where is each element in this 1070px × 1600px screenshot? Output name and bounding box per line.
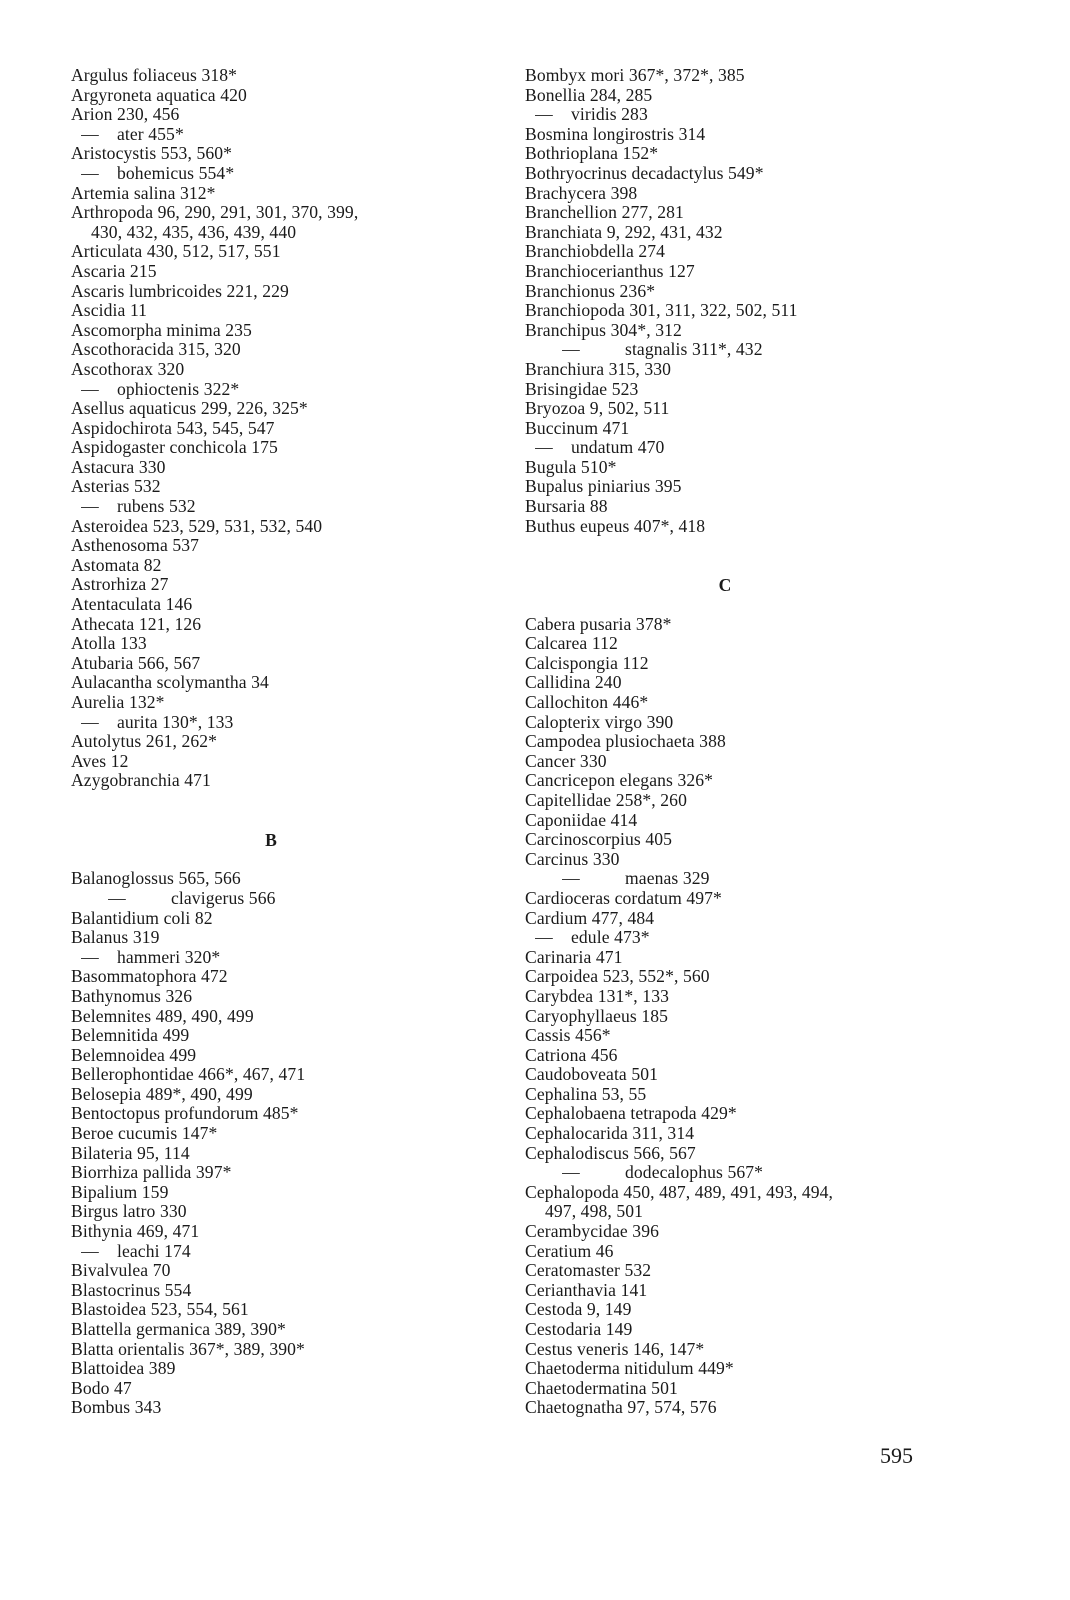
- index-entry: Asthenosoma 537: [71, 535, 200, 556]
- index-entry: Argyroneta aquatica 420: [71, 84, 247, 105]
- index-entry: Calcispongia 112: [525, 652, 649, 673]
- section-letter-heading: C: [718, 574, 732, 595]
- index-subentry: [525, 869, 935, 889]
- index-subentry: [71, 497, 501, 517]
- index-entry: Biorrhiza pallida 397*: [71, 1162, 232, 1183]
- index-entry: Caudoboveata 501: [525, 1064, 659, 1085]
- index-entry: Basommatophora 472: [71, 966, 228, 987]
- repeat-dash: —: [535, 927, 553, 948]
- repeat-dash: —: [81, 1240, 99, 1261]
- index-entry: Belemnoidea 499: [71, 1044, 197, 1065]
- index-entry: Cestus veneris 146, 147*: [525, 1338, 705, 1359]
- index-subentry-text: bohemicus 554*: [117, 162, 235, 183]
- index-subentry: [525, 105, 935, 125]
- index-entry-continuation: 430, 432, 435, 436, 439, 440: [91, 221, 297, 242]
- repeat-dash: —: [535, 437, 553, 458]
- index-entry: Bombyx mori 367*, 372*, 385: [525, 65, 745, 85]
- index-entry: Balantidium coli 82: [71, 907, 213, 928]
- index-entry: Callochiton 446*: [525, 692, 649, 713]
- index-entry: Cestodaria 149: [525, 1319, 633, 1340]
- index-column-left: [71, 66, 501, 1418]
- index-entry: Cardioceras cordatum 497*: [525, 887, 722, 908]
- index-entry: Carybdea 131*, 133: [525, 985, 669, 1006]
- repeat-dash: —: [562, 868, 580, 889]
- index-entry: Arthropoda 96, 290, 291, 301, 370, 399,: [71, 202, 359, 223]
- index-entry: Belemnitida 499: [71, 1025, 190, 1046]
- index-entry: Calopterix virgo 390: [525, 711, 674, 732]
- index-entry: Carcinoscorpius 405: [525, 829, 673, 850]
- index-subentry-text: aurita 130*, 133: [117, 711, 234, 732]
- index-subentry-text: ophioctenis 322*: [117, 378, 240, 399]
- index-entry: Bothrioplana 152*: [525, 143, 659, 164]
- page-number: 595: [880, 1443, 913, 1468]
- index-entry: Blattoidea 389: [71, 1358, 176, 1379]
- index-entry: Buccinum 471: [525, 417, 630, 438]
- index-entry: Cephalobaena tetrapoda 429*: [525, 1103, 737, 1124]
- index-subentry: [71, 713, 501, 733]
- index-subentry-text: clavigerus 566: [171, 887, 276, 908]
- index-column-right: [525, 66, 935, 1418]
- index-entry: Buthus eupeus 407*, 418: [525, 515, 706, 536]
- index-entry: Ascomorpha minima 235: [71, 319, 252, 340]
- index-entry: Bellerophontidae 466*, 467, 471: [71, 1064, 306, 1085]
- index-entry: Aves 12: [71, 750, 129, 771]
- index-subentry-text: hammeri 320*: [117, 946, 221, 967]
- index-entry: Bugula 510*: [525, 456, 617, 477]
- index-subentry-text: undatum 470: [571, 437, 665, 458]
- index-entry: Branchiura 315, 330: [525, 358, 672, 379]
- index-entry: Blattella germanica 389, 390*: [71, 1319, 286, 1340]
- index-entry: Autolytus 261, 262*: [71, 731, 218, 752]
- index-subentry-text: maenas 329: [625, 868, 710, 889]
- index-entry: Capitellidae 258*, 260: [525, 789, 687, 810]
- index-entry: Bipalium 159: [71, 1181, 169, 1202]
- repeat-dash: —: [535, 104, 553, 125]
- index-entry: Ascothoracida 315, 320: [71, 339, 241, 360]
- index-entry: Branchiocerianthus 127: [525, 260, 695, 281]
- repeat-dash: —: [108, 887, 126, 908]
- index-entry: Articulata 430, 512, 517, 551: [71, 241, 281, 262]
- index-entry-continuation: 497, 498, 501: [545, 1201, 644, 1222]
- index-entry: Cephalodiscus 566, 567: [525, 1142, 696, 1163]
- index-entry: Asterias 532: [71, 476, 161, 497]
- index-entry: Carpoidea 523, 552*, 560: [525, 966, 710, 987]
- index-subentry-text: rubens 532: [117, 496, 196, 517]
- index-entry: Bathynomus 326: [71, 985, 193, 1006]
- index-entry: Atolla 133: [71, 633, 147, 654]
- index-subentry: [525, 438, 935, 458]
- index-entry: Chaetoderma nitidulum 449*: [525, 1358, 734, 1379]
- index-subentry-text: stagnalis 311*, 432: [625, 339, 763, 360]
- repeat-dash: —: [81, 496, 99, 517]
- index-entry: Ceratomaster 532: [525, 1260, 652, 1281]
- index-entry: Blastoidea 523, 554, 561: [71, 1299, 249, 1320]
- index-entry: Belemnites 489, 490, 499: [71, 1005, 254, 1026]
- index-entry: Bithynia 469, 471: [71, 1221, 200, 1242]
- repeat-dash: —: [562, 1162, 580, 1183]
- index-entry: Athecata 121, 126: [71, 613, 202, 634]
- index-entry: Cardium 477, 484: [525, 907, 655, 928]
- index-entry: Callidina 240: [525, 672, 622, 693]
- index-subentry: [525, 928, 935, 948]
- index-entry: Caryophyllaeus 185: [525, 1005, 669, 1026]
- index-entry: Aulacantha scolymantha 34: [71, 672, 269, 693]
- repeat-dash: —: [81, 378, 99, 399]
- index-entry: Arion 230, 456: [71, 104, 180, 125]
- index-entry: Chaetognatha 97, 574, 576: [525, 1397, 717, 1418]
- index-entry: Cestoda 9, 149: [525, 1299, 632, 1320]
- index-entry: Aspidogaster conchicola 175: [71, 437, 278, 458]
- index-entry: Blatta orientalis 367*, 389, 390*: [71, 1338, 305, 1359]
- index-entry: Caponiidae 414: [525, 809, 638, 830]
- index-entry: Ceratium 46: [525, 1240, 614, 1261]
- index-entry: Cerambycidae 396: [525, 1221, 659, 1242]
- index-entry: Calcarea 112: [525, 633, 618, 654]
- index-subentry: [71, 889, 501, 909]
- repeat-dash: —: [81, 123, 99, 144]
- index-entry: Bothryocrinus decadactylus 549*: [525, 162, 764, 183]
- index-entry: Astrorhiza 27: [71, 574, 169, 595]
- index-entry: Aspidochirota 543, 545, 547: [71, 417, 275, 438]
- index-entry: Blastocrinus 554: [71, 1279, 192, 1300]
- index-entry: Beroe cucumis 147*: [71, 1123, 218, 1144]
- index-entry: Bodo 47: [71, 1377, 132, 1398]
- index-subentry-text: leachi 174: [117, 1240, 191, 1261]
- index-entry: Branchiata 9, 292, 431, 432: [525, 221, 723, 242]
- index-entry: Carcinus 330: [525, 848, 620, 869]
- index-entry: Ascaris lumbricoides 221, 229: [71, 280, 289, 301]
- index-entry: Bilateria 95, 114: [71, 1142, 190, 1163]
- index-entry: Ascidia 11: [71, 300, 148, 321]
- index-entry: Aristocystis 553, 560*: [71, 143, 233, 164]
- index-subentry: [71, 164, 501, 184]
- index-entry: Asellus aquaticus 299, 226, 325*: [71, 398, 308, 419]
- index-entry: Azygobranchia 471: [71, 770, 211, 791]
- index-subentry: [71, 125, 501, 145]
- index-entry: Brisingidae 523: [525, 378, 639, 399]
- index-entry: Branchiopoda 301, 311, 322, 502, 511: [525, 300, 798, 321]
- index-entry: Branchellion 277, 281: [525, 202, 684, 223]
- index-entry: Campodea plusiochaeta 388: [525, 731, 726, 752]
- index-entry: Aurelia 132*: [71, 692, 165, 712]
- index-entry: Argulus foliaceus 318*: [71, 65, 238, 85]
- index-entry: Cancer 330: [525, 750, 607, 771]
- index-entry: Cassis 456*: [525, 1025, 611, 1046]
- repeat-dash: —: [81, 946, 99, 967]
- index-subentry: [71, 1242, 501, 1262]
- index-entry: Bursaria 88: [525, 496, 608, 517]
- index-entry: Atentaculata 146: [71, 594, 193, 615]
- index-entry: Cephalopoda 450, 487, 489, 491, 493, 494,: [525, 1181, 834, 1202]
- index-subentry: [525, 1163, 935, 1183]
- index-entry: Branchiobdella 274: [525, 241, 666, 262]
- index-entry: Bosmina longirostris 314: [525, 123, 706, 144]
- index-entry: Astomata 82: [71, 554, 162, 575]
- index-entry: Asteroidea 523, 529, 531, 532, 540: [71, 515, 323, 536]
- index-entry: Bombus 343: [71, 1397, 162, 1418]
- index-subentry-text: ater 455*: [117, 123, 184, 144]
- index-entry: Cabera pusaria 378*: [525, 613, 672, 634]
- index-subentry-text: edule 473*: [571, 927, 650, 948]
- index-entry: Cephalocarida 311, 314: [525, 1123, 695, 1144]
- index-entry: Brachycera 398: [525, 182, 638, 203]
- index-entry: Balanoglossus 565, 566: [71, 868, 241, 889]
- index-subentry-text: dodecalophus 567*: [625, 1162, 764, 1183]
- repeat-dash: —: [81, 711, 99, 732]
- repeat-dash: —: [81, 162, 99, 183]
- index-entry: Chaetodermatina 501: [525, 1377, 678, 1398]
- index-entry: Balanus 319: [71, 927, 160, 948]
- index-entry: Bonellia 284, 285: [525, 84, 653, 105]
- index-entry: Astacura 330: [71, 456, 166, 477]
- index-entry: Cerianthavia 141: [525, 1279, 648, 1300]
- index-entry: Bentoctopus profundorum 485*: [71, 1103, 299, 1124]
- index-entry: Ascaria 215: [71, 260, 157, 281]
- section-letter-heading: B: [265, 829, 277, 850]
- index-subentry: [525, 340, 935, 360]
- index-entry: Branchipus 304*, 312: [525, 319, 682, 340]
- index-entry: Atubaria 566, 567: [71, 652, 201, 673]
- index-subentry-text: viridis 283: [571, 104, 648, 125]
- index-entry: Cancricepon elegans 326*: [525, 770, 714, 791]
- index-entry: Ascothorax 320: [71, 358, 185, 379]
- repeat-dash: —: [562, 339, 580, 360]
- index-entry: Branchionus 236*: [525, 280, 656, 301]
- index-entry: Bryozoa 9, 502, 511: [525, 398, 670, 419]
- index-entry: Bupalus piniarius 395: [525, 476, 682, 497]
- index-entry: Cephalina 53, 55: [525, 1083, 647, 1104]
- index-entry: Bivalvulea 70: [71, 1260, 171, 1281]
- index-subentry: [71, 948, 501, 968]
- index-subentry: [71, 380, 501, 400]
- index-entry: Birgus latro 330: [71, 1201, 187, 1222]
- index-entry: Catriona 456: [525, 1044, 618, 1065]
- index-entry: Artemia salina 312*: [71, 182, 216, 203]
- index-entry: Belosepia 489*, 490, 499: [71, 1083, 253, 1104]
- index-entry: Carinaria 471: [525, 946, 623, 967]
